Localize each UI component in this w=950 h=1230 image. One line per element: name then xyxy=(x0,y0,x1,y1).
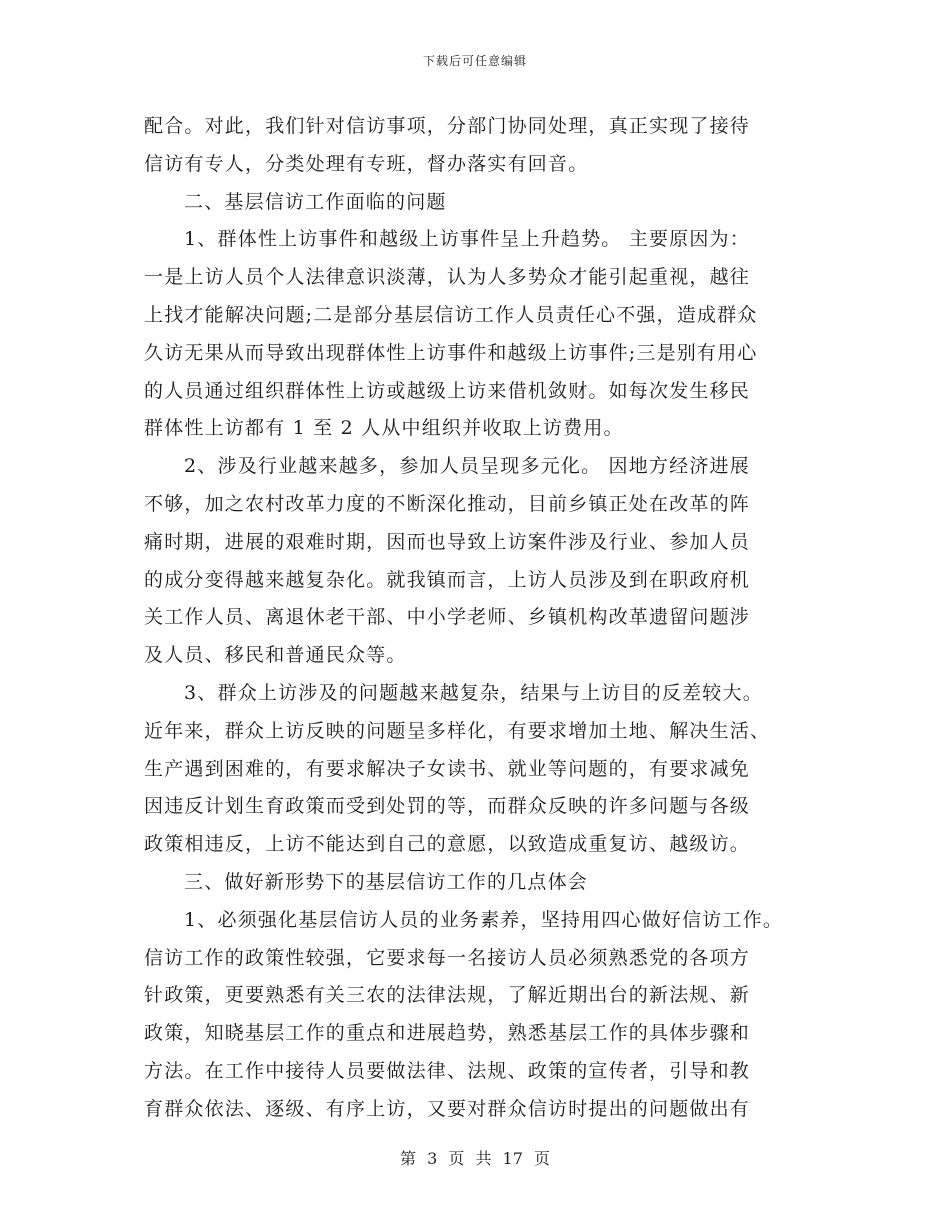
text-line: 政策相违反，上访不能达到自己的意愿，以致造成重复访、越级访。 xyxy=(144,833,751,856)
text-line: 1、群体性上访事件和越级上访事件呈上升趋势。 主要原因为： xyxy=(184,228,750,251)
text-line: 方法。在工作中接待人员要做法律、法规、政策的宣传者，引导和教 xyxy=(144,1059,751,1082)
text-line: 久访无果从而导致出现群体性上访事件和越级上访事件;三是别有用心 xyxy=(144,341,758,364)
document-body xyxy=(144,108,808,1129)
text-line: 群体性上访都有 1 至 2 人从中组织并收取上访费用。 xyxy=(144,417,624,440)
text-line: 近年来，群众上访反映的问题呈多样化，有要求增加土地、解决生活、 xyxy=(144,719,771,742)
text-line: 关工作人员、离退休老干部、中小学老师、乡镇机构改革遗留问题涉 xyxy=(144,606,751,629)
text-line: 及人员、移民和普通民众等。 xyxy=(144,644,407,667)
text-line: 生产遇到困难的，有要求解决子女读书、就业等问题的，有要求减免 xyxy=(144,757,751,780)
text-line: 针政策，更要熟悉有关三农的法律法规，了解近期出台的新法规、新 xyxy=(144,984,751,1007)
text-line: 配合。对此，我们针对信访事项，分部门协同处理，真正实现了接待 xyxy=(144,115,751,137)
text-line: 三、做好新形势下的基层信访工作的几点体会 xyxy=(184,870,589,893)
text-line: 不够，加之农村改革力度的不断深化推动，目前乡镇正处在改革的阵 xyxy=(144,492,751,515)
text-line: 一是上访人员个人法律意识淡薄，认为人多势众才能引起重视，越往 xyxy=(144,266,751,289)
text-line: 信访工作的政策性较强，它要求每一名接访人员必须熟悉党的各项方 xyxy=(144,946,751,969)
text-line: 1、必须强化基层信访人员的业务素养，坚持用四心做好信访工作。 xyxy=(184,908,784,931)
text-line: 因违反计划生育政策而受到处罚的等，而群众反映的许多问题与各级 xyxy=(144,795,751,818)
text-line: 3、群众上访涉及的问题越来越复杂，结果与上访目的反差较大。 xyxy=(184,681,763,704)
text-line: 信访有专人，分类处理有专班，督办落实有回音。 xyxy=(144,152,589,175)
text-line: 2、涉及行业越来越多，参加人员呈现多元化。 因地方经济进展 xyxy=(184,455,750,478)
page-header: 下载后可任意编辑 xyxy=(422,54,527,68)
text-line: 上找才能解决问题;二是部分基层信访工作人员责任心不强，造成群众 xyxy=(144,303,758,326)
text-line: 政策，知晓基层工作的重点和进展趋势，熟悉基层工作的具体步骤和 xyxy=(144,1022,751,1045)
text-line: 二、基层信访工作面临的问题 xyxy=(184,190,447,213)
text-line: 痛时期，进展的艰难时期，因而也导致上访案件涉及行业、参加人员 xyxy=(144,530,751,553)
text-line: 育群众依法、逐级、有序上访，又要对群众信访时提出的问题做出有 xyxy=(144,1097,751,1120)
text-line: 的成分变得越来越复杂化。就我镇而言，上访人员涉及到在职政府机 xyxy=(144,568,751,591)
page-number: 第 3 页 共 17 页 xyxy=(400,1149,550,1168)
text-line: 的人员通过组织群体性上访或越级上访来借机敛财。如每次发生移民 xyxy=(144,379,751,402)
